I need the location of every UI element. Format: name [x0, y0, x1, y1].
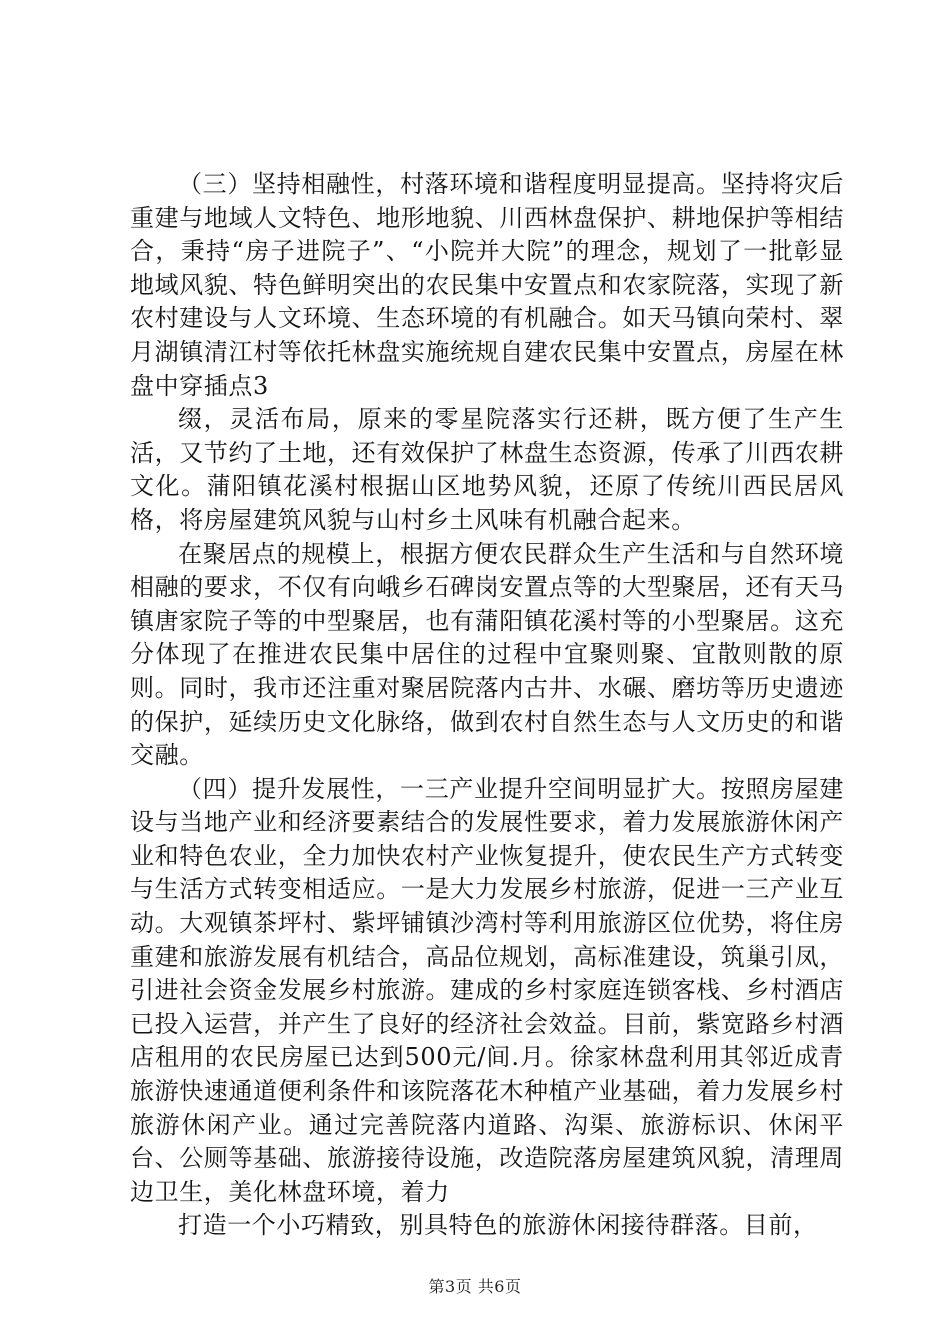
paragraph-section-three: （三）坚持相融性，村落环境和谐程度明显提高。坚持将灾后重建与地域人文特色、地形地貌、川西林盘保护、耕地保护等相结合，秉持“房子进院子”、“小院并大院”的理念，规划了一批彰显地域风貌、特色鲜明突出的农民集中安置点和农家院落，实现了新农村建设与人文环境、生态环境的有机融合。如天马镇向荣村、翠月湖镇清江村等依托林盘实施统规自建农民集中安置点，房屋在林盘中穿插点3	[130, 170, 844, 400]
paragraph-tourism-cluster: 打造一个小巧精致，别具特色的旅游休闲接待群落。目前，	[178, 1211, 818, 1240]
paragraph-settlement-scale: 在聚居点的规模上，根据方便农民群众生产生活和与自然环境相融的要求，不仅有向峨乡石碑岗安置点等的大型聚居，还有天马镇唐家院子等的中型聚居，也有蒲阳镇花溪村等的小型聚居。这充分体现了在推进农民集中居住的过程中宜聚则聚、宜散则散的原则。同时，我市还注重对聚居院落内古井、水碾、磨坊等历史遗迹的保护，延续历史文化脉络，做到农村自然生态与人文历史的和谐交融。	[130, 539, 844, 770]
paragraph-section-four: （四）提升发展性，一三产业提升空间明显扩大。按照房屋建设与当地产业和经济要素结合的发展性要求，着力发展旅游休闲产业和特色农业，全力加快农村产业恢复提升，使农民生产方式转变与生活方式转变相适应。一是大力发展乡村旅游，促进一三产业互动。大观镇茶坪村、紫坪铺镇沙湾村等利用旅游区位优势，将住房重建和旅游发展有机结合，高品位规划，高标准建设，筑巢引凤，引进社会资金发展乡村旅游。建成的乡村家庭连锁客栈、乡村酒店已投入运营，并产生了良好的经济社会效益。目前，紫宽路乡村酒店租用的农民房屋已达到500元/间.月。徐家林盘利用其邻近成青旅游快速通道便利条件和该院落花木种植产业基础，着力发展乡村旅游休闲产业。通过完善院落内道路、沟渠、旅游标识、休闲平台、公厕等基础、旅游接待设施，改造院落房屋建筑风貌，清理周边卫生，美化林盘环境，着力	[130, 774, 844, 1206]
page-footer: 第3页 共6页	[428, 1277, 522, 1296]
paragraph-continuation: 缀，灵活布局，原来的零星院落实行还耕，既方便了生产生活，又节约了土地，还有效保护了林盘生态资源，传承了川西农耕文化。蒲阳镇花溪村根据山区地势风貌，还原了传统川西民居风格，将房屋建筑风貌与山村乡土风味有机融合起来。	[130, 405, 844, 534]
document-body	[130, 168, 844, 1243]
